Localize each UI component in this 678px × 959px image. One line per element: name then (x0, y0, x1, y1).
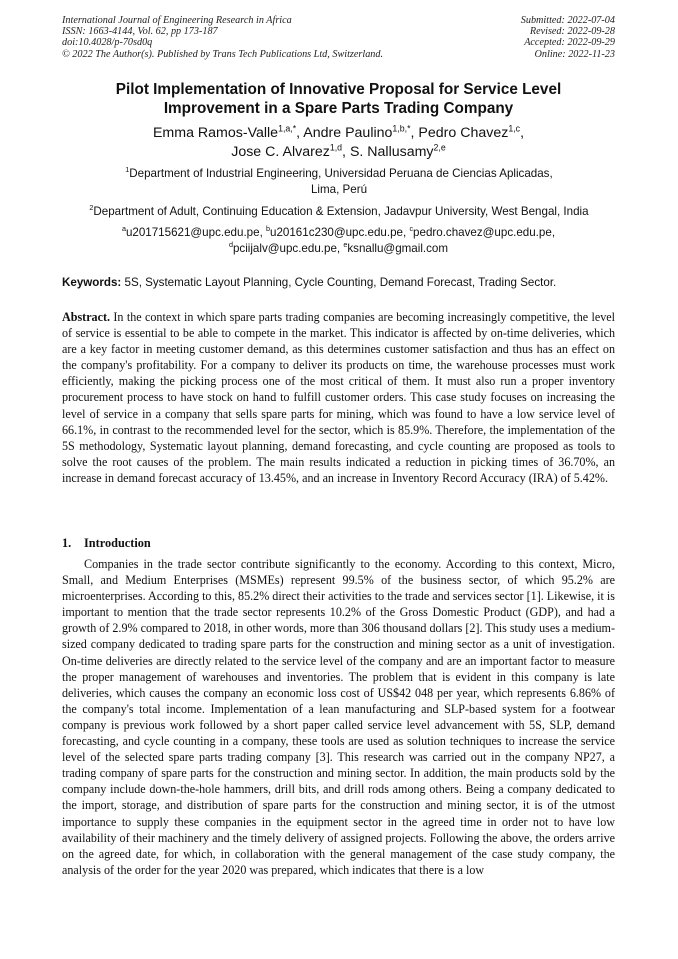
author-sup: 1,a,* (278, 123, 297, 134)
journal-header (62, 15, 383, 60)
accepted-date: Accepted: 2022-09-29 (524, 37, 615, 49)
submitted-date: Submitted: 2022-07-04 (520, 15, 615, 26)
author-name: Pedro Chavez (418, 125, 509, 141)
paper-title (62, 80, 615, 118)
keywords-label: Keywords: (62, 276, 122, 289)
email-address: pedro.chavez@upc.edu.pe (413, 226, 552, 239)
email-address: pciijalv@upc.edu.pe (232, 241, 337, 255)
dates-header (521, 15, 615, 60)
author-sup: 1,c (508, 123, 521, 134)
email-list: $^a$u201715621@upc.edu.pe, $^b$u20161c230@upc.edu.pe, $^c$pedro.chavez@upc.edu.pe, $^d$pciijalv@upc.edu.pe, $^e$ksnallu@gmail.com (121, 224, 556, 255)
email-address: u201715621@upc.edu.pe (125, 226, 260, 239)
email-address: u20161c230@upc.edu.pe (270, 226, 403, 239)
section-heading (62, 535, 151, 551)
section-number: 1. (62, 536, 72, 550)
affiliation-2: $^2$Department of Adult, Continuing Education & Extension, Jadavpur University, West Bengal, India (89, 203, 589, 218)
section-title: Introduction (84, 536, 151, 550)
introduction-paragraph: Companies in the trade sector contribute significantly to the economy. According to this context, Micro, Small, and Medium Enterprises (MSMEs) represent 99.5% of the business sector, of which 95.2% are microenterprises. According to this, 85.2% direct their activities to the trade and services sector [1]. Likewise, it is important to mention that the trade sector represents 10.2% of the Gross Domestic Product (GDP), and had a growth of 2.9% compared to 2018, in other words, more than 306 thousand dollars [2]. This study uses a medium-sized company dedicated to trading spare parts for the construction and mining sector as a unit of investigation. On-time deliveries are directly related to the service level of the company and are an important factor to measure the proper management of warehouses and inventories. The problem that is evident in this company is late deliveries, which causes the company an economic loss cost of US$42 048 per year, which represents 6.86% of the company's total income. Implementation of a lean manufacturing and SLP-based system for a footwear company is previous work followed by a short paper called service level advancement with 5S, SLP, demand forecasting, and cycle counting in a company, these tools are used as solution techniques to increase the service level of the selected spare parts trading company [3]. This research was carried out in the company NP27, a trading company of spare parts for the construction and mining sector. In addition, the main products sold by the company include down-the-hole hammers, drill bits, and drill rods among others. Being a company dedicated to the import, storage, and distribution of spare parts for the construction and mining sector, it is of the utmost importance to supply these companies in the equipment sector in the agreed time in order not to have low availability of their machinery and the timely delivery of assigned projects. Following the above, the orders arrive on the agreed date, for which, in collaboration with the general management of the case study company, the analysis of the order for the year 2020 was prepared, which indicates that there is a low (62, 557, 615, 877)
author-sup: 1,d (329, 142, 343, 153)
doi: doi:10.4028/p-70sd0q (62, 37, 153, 49)
abstract-label: Abstract. (62, 310, 111, 324)
copyright: © 2022 The Author(s). Published by Trans Tech Publications Ltd, Switzerland. (62, 48, 384, 60)
author-name: Emma Ramos-Valle (152, 125, 279, 141)
author-name: S. Nallusamy (349, 144, 434, 160)
author-sup: 2,e (433, 142, 446, 153)
author-list: Emma Ramos-Valle$^{1,a,*}$, Andre Paulino$^{1,b,*}$, Pedro Chavez$^{1,c}$, Jose C. Alvarez$^{1,d}$, S. Nallusamy$^{2,e}$ (152, 123, 525, 160)
email-address: ksnallu@gmail.com (347, 241, 449, 255)
affiliation-1: $^1$Department of Industrial Engineering, Universidad Peruana de Ciencias Aplicadas, Lima, Perú (125, 165, 553, 196)
author-name: Andre Paulino (303, 125, 393, 141)
issn: ISSN: 1663-4144, Vol. 62, pp 173-187 (62, 26, 218, 38)
online-date: Online: 2022-11-23 (534, 48, 615, 60)
author-sup: 1,b,* (392, 123, 411, 134)
title-line-2: Improvement in a Spare Parts Trading Company (163, 100, 514, 117)
author-name: Jose C. Alvarez (231, 144, 330, 160)
keywords (62, 275, 615, 290)
abstract (62, 309, 615, 486)
revised-date: Revised: 2022-09-28 (529, 26, 615, 38)
journal-name: International Journal of Engineering Research in Africa (62, 15, 292, 26)
abstract-text: In the context in which spare parts trading companies are becoming increasingly competitive, the level of service is essential to be able to compete in the market. This indicator is affected by on-time deliveries, which are a key factor in meeting customer demand, as this determines customer satisfaction and thus has an effect on the company's profitability. For a company to deliver its products on time, the warehouse processes must work efficiently, making the picking process one of the most critical of them. It must also run a proper inventory procurement process to have stock on hand to fulfill customer orders. This case study focuses on increasing the level of service in a company that sells spare parts for mining, which was found to have a low service level of 66.1%, in contrast to the recommended level for the sector, which is 85.9%. Therefore, the implementation of the 5S methodology, Systematic layout planning, demand forecasting, and cycle counting are proposed as tools to solve the root causes of the problem. The main results indicated a reduction in picking times of 36.70%, an increase in demand forecast accuracy of 13.45%, and an increase in Inventory Record Accuracy (IRA) of 5.42%. (62, 310, 615, 485)
keywords-text: 5S, Systematic Layout Planning, Cycle Counting, Demand Forecast, Trading Sector. (124, 276, 557, 289)
title-line-1: Pilot Implementation of Innovative Proposal for Service Level (115, 81, 562, 98)
